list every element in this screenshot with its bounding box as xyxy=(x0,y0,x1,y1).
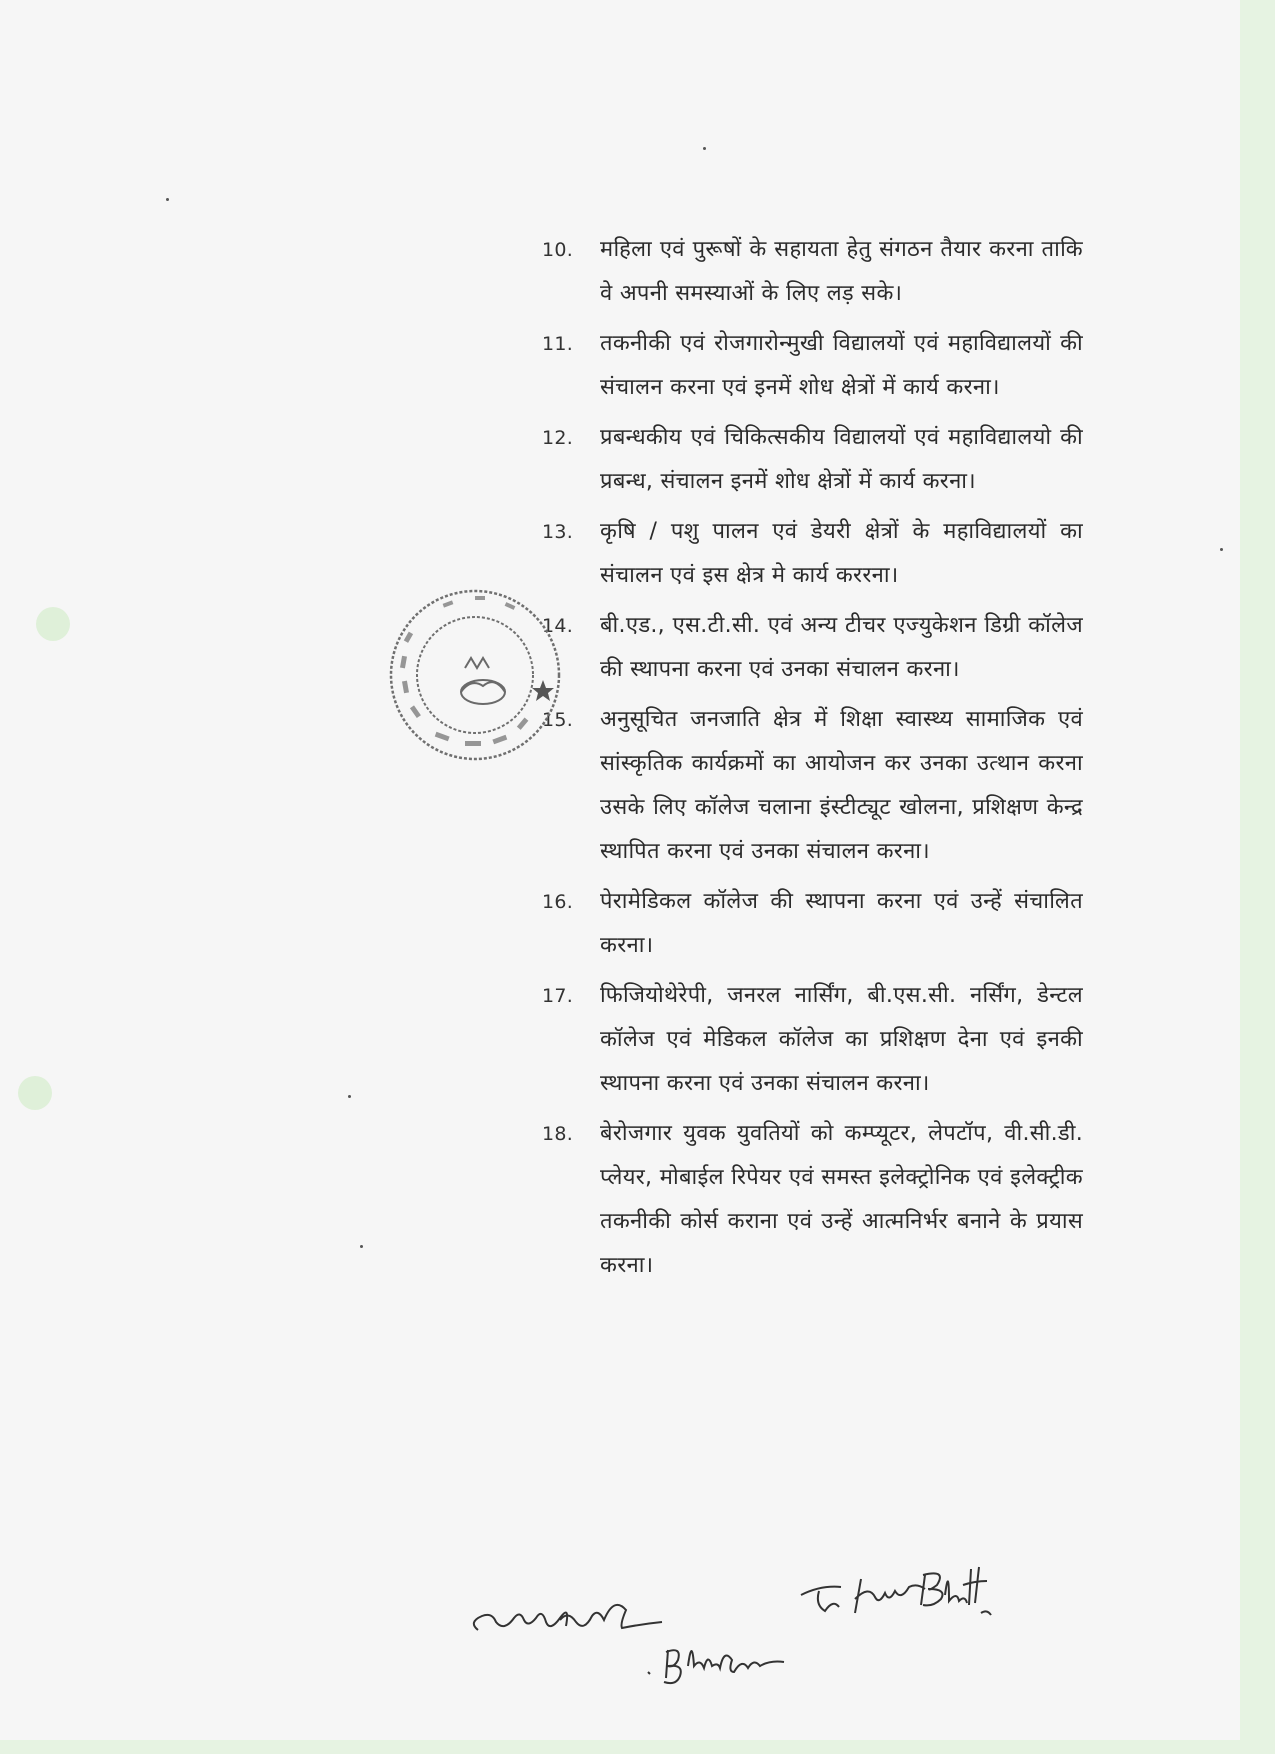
list-item xyxy=(538,510,1083,598)
scan-speck xyxy=(166,198,169,201)
item-text: बेरोजगार युवक युवतियों को कम्प्यूटर, लेपटॉप, वी.सी.डी. प्लेयर, मोबाईल रिपेयर एवं समस्त इलेक्ट्रोनिक एवं इलेक्ट्रीक तकनीकी कोर्स कराना एवं उन्हें आत्मनिर्भर बनाने के प्रयास करना। xyxy=(600,1121,1083,1278)
scan-speck xyxy=(1220,548,1223,551)
list-item xyxy=(538,1112,1083,1288)
scan-edge-bottom xyxy=(0,1740,1275,1754)
item-text: बी.एड., एस.टी.सी. एवं अन्य टीचर एज्युकेशन डिग्री कॉलेज की स्थापना करना एवं उनका संचालन करना। xyxy=(600,613,1083,682)
list-item xyxy=(538,604,1083,692)
scan-speck xyxy=(348,1095,351,1098)
item-number: 10. xyxy=(542,239,574,261)
scan-speck xyxy=(360,1245,363,1248)
list-item xyxy=(538,228,1083,316)
item-number: 15. xyxy=(542,709,574,731)
scan-edge-right xyxy=(1240,0,1275,1754)
punch-hole-top xyxy=(36,607,70,641)
list-item xyxy=(538,880,1083,968)
item-text: प्रबन्धकीय एवं चिकित्सकीय विद्यालयों एवं महाविद्यालयो की प्रबन्ध, संचालन इनमें शोध क्षेत्रों में कार्य करना। xyxy=(600,425,1083,494)
objectives-list xyxy=(538,228,1083,1294)
signature-right-icon xyxy=(795,1555,1005,1630)
list-item xyxy=(538,416,1083,504)
item-text: पेरामेडिकल कॉलेज की स्थापना करना एवं उन्हें संचालित करना। xyxy=(600,889,1083,958)
list-item xyxy=(538,322,1083,410)
scan-speck xyxy=(703,147,706,150)
item-number: 14. xyxy=(542,615,574,637)
item-text: महिला एवं पुरूषों के सहायता हेतु संगठन तैयार करना ताकि वे अपनी समस्याओं के लिए लड़ सके। xyxy=(600,237,1083,306)
item-number: 18. xyxy=(542,1123,574,1145)
item-number: 12. xyxy=(542,427,574,449)
stamp-seal-icon xyxy=(375,580,575,770)
item-text: अनुसूचित जनजाति क्षेत्र में शिक्षा स्वास्थ्य सामाजिक एवं सांस्कृतिक कार्यक्रमों का आयोजन कर उनका उत्थान करना उसके लिए कॉलेज चलाना इंस्टीट्यूट खोलना, प्रशिक्षण केन्द्र स्थापित करना एवं उनका संचालन करना। xyxy=(600,707,1083,864)
item-number: 11. xyxy=(542,333,574,355)
item-text: कृषि / पशु पालन एवं डेयरी क्षेत्रों के महाविद्यालयों का संचालन एवं इस क्षेत्र मे कार्य कररना। xyxy=(600,519,1083,588)
item-text: तकनीकी एवं रोजगारोन्मुखी विद्यालयों एवं महाविद्यालयों की संचालन करना एवं इनमें शोध क्षेत्रों में कार्य करना। xyxy=(600,331,1083,400)
punch-hole-bottom xyxy=(18,1076,52,1110)
item-number: 17. xyxy=(542,985,574,1007)
signature-middle-icon xyxy=(640,1620,810,1690)
list-item xyxy=(538,698,1083,874)
item-number: 13. xyxy=(542,521,574,543)
item-text: फिजियोथेरेपी, जनरल नार्सिंग, बी.एस.सी. नर्सिंग, डेन्टल कॉलेज एवं मेडिकल कॉलेज का प्रशिक्षण देना एवं इनकी स्थापना करना एवं उनका संचालन करना। xyxy=(600,983,1083,1096)
item-number: 16. xyxy=(542,891,574,913)
list-item xyxy=(538,974,1083,1106)
